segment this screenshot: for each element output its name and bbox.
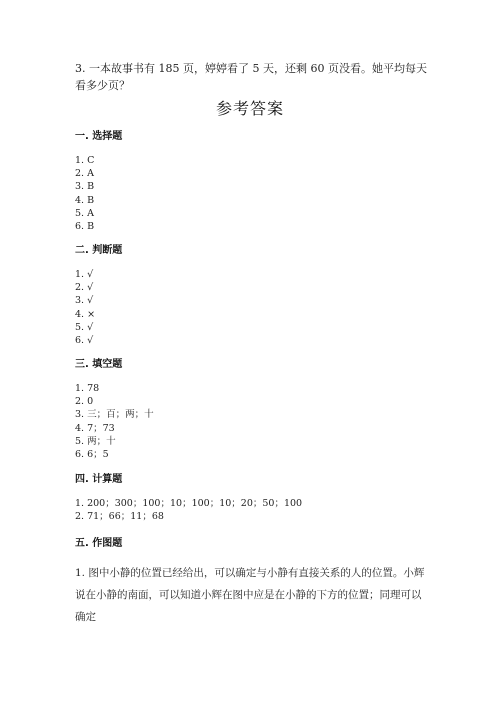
answer-item: 1. 78 — [75, 383, 100, 394]
answer-item: 6. √ — [75, 335, 94, 347]
answer-list — [75, 154, 435, 233]
section-multiple-choice — [75, 130, 435, 233]
answer-item: 1. √ — [75, 269, 94, 280]
answer-item: 3. B — [75, 181, 95, 193]
section-heading: 四. 计算题 — [75, 474, 123, 485]
section-heading: 三. 填空题 — [75, 359, 123, 370]
answer-item: 2. A — [75, 168, 94, 180]
answer-item: 2. 0 — [75, 396, 94, 408]
answer-item: 4. 7；73 — [75, 422, 115, 434]
section-true-false — [75, 244, 435, 347]
section-heading: 一. 选择题 — [75, 131, 123, 142]
question-3-text: 3. 一本故事书有 185 页，婷婷看了 5 天，还剩 60 页没看。她平均每天看多少页？ — [75, 62, 427, 92]
answer-item: 4. × — [75, 308, 96, 320]
answer-item: 5. √ — [75, 321, 94, 333]
answer-list — [75, 497, 435, 523]
answer-list — [75, 268, 435, 347]
section-calculation — [75, 473, 435, 523]
answer-item: 1. C — [75, 155, 95, 166]
section-heading: 五. 作图题 — [75, 538, 123, 549]
answer-item: 4. B — [75, 194, 95, 206]
answer-item: 3. 三；百；两；十 — [75, 409, 154, 421]
drawing-answer-paragraph: 1. 图中小静的位置已经给出，可以确定与小静有直接关系的人的位置。小辉说在小静的南面，可以知道小辉在图中应是在小静的下方的位置；同理可以确定 — [75, 567, 425, 623]
answer-item: 2. 71；66；11；68 — [75, 511, 164, 523]
answer-item: 1. 200；300；100；10；100；10；20；50；100 — [75, 498, 303, 509]
answer-item: 6. 6；5 — [75, 449, 109, 461]
section-drawing — [75, 537, 435, 628]
section-fill-in — [75, 358, 435, 461]
answer-item: 5. A — [75, 207, 94, 219]
answer-item: 3. √ — [75, 295, 94, 307]
section-heading: 二. 判断题 — [75, 245, 123, 256]
answer-item: 2. √ — [75, 282, 94, 294]
answer-item: 5. 两；十 — [75, 435, 116, 447]
answer-item: 6. B — [75, 221, 95, 233]
answer-list — [75, 382, 435, 461]
answer-key-title: 参考答案 — [215, 99, 284, 118]
